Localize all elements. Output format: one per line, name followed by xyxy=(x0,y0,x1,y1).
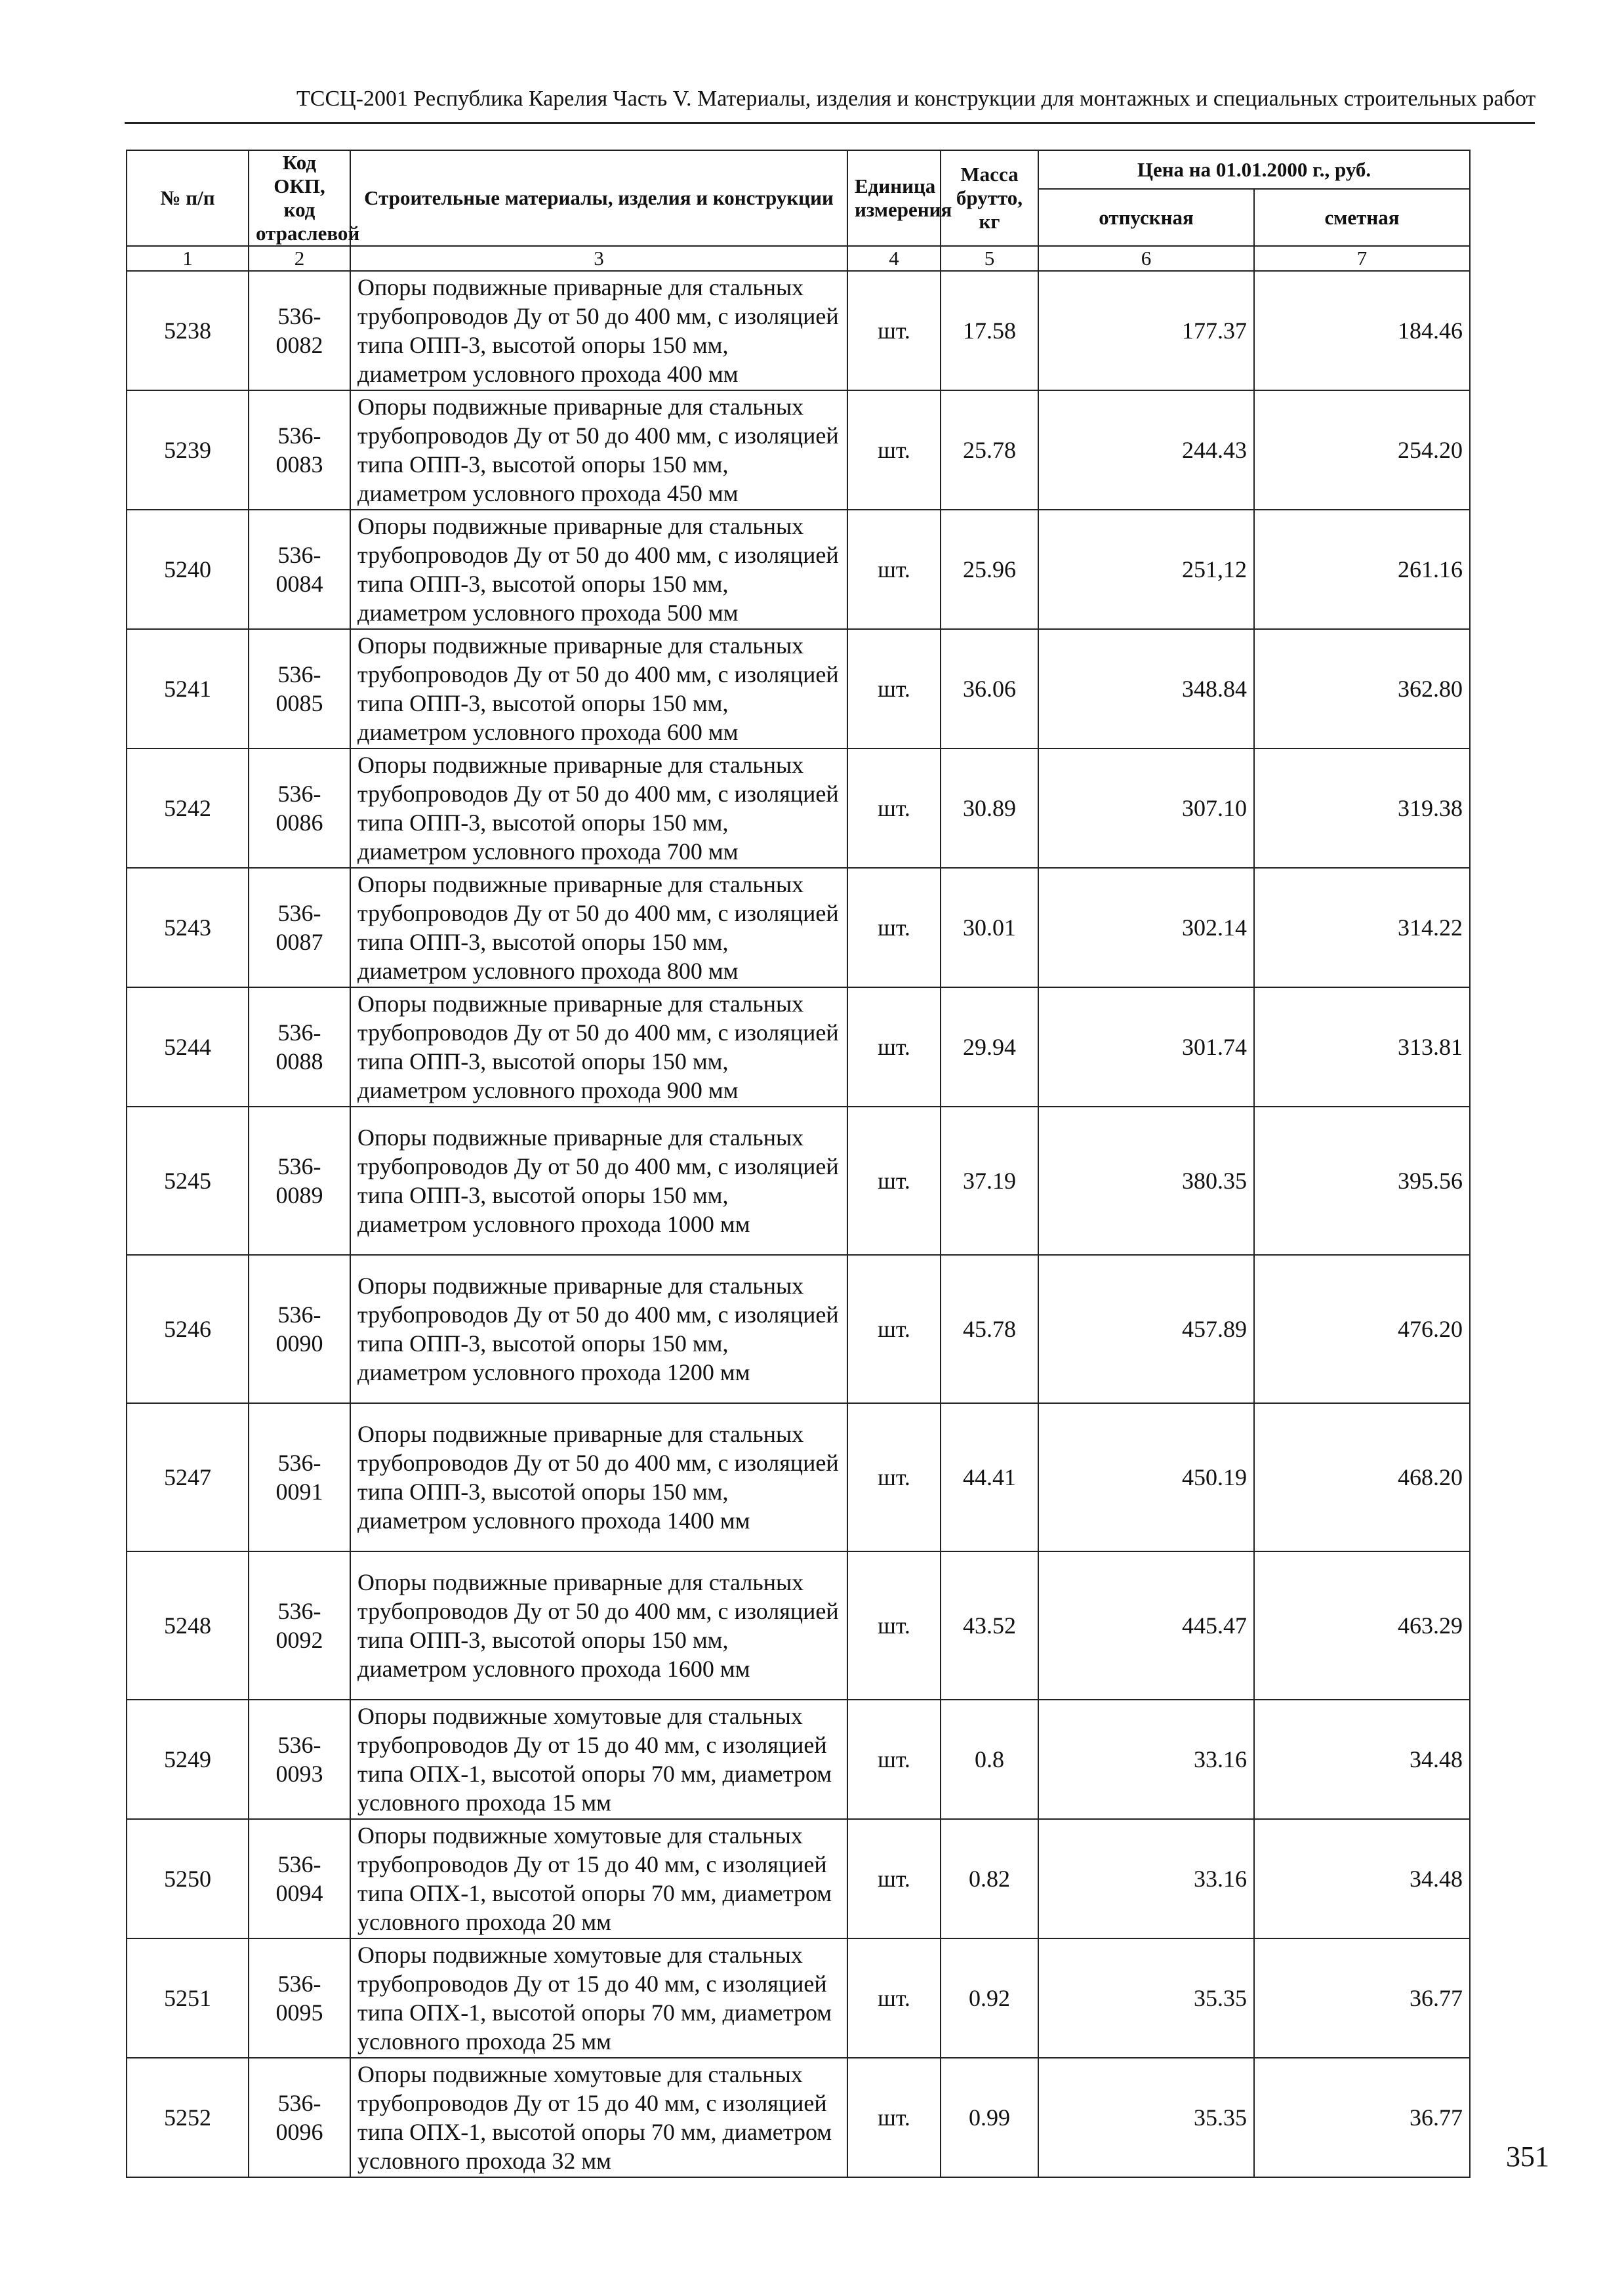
table-body xyxy=(127,271,1470,2177)
row-code: 536-0093 xyxy=(249,1700,350,1819)
row-number: 5241 xyxy=(127,629,249,748)
row-unit: шт. xyxy=(847,748,941,868)
row-unit: шт. xyxy=(847,629,941,748)
row-mass: 0.92 xyxy=(941,1938,1038,2058)
row-price-estimate: 36.77 xyxy=(1254,2058,1470,2177)
row-price-estimate: 184.46 xyxy=(1254,271,1470,390)
row-code: 536-0088 xyxy=(249,987,350,1107)
row-price-release: 348.84 xyxy=(1038,629,1254,748)
table-row xyxy=(127,868,1470,987)
table-row xyxy=(127,271,1470,390)
column-number: 7 xyxy=(1254,246,1470,271)
row-price-estimate: 468.20 xyxy=(1254,1403,1470,1551)
row-material: Опоры подвижные хомутовые для стальных трубопроводов Ду от 15 до 40 мм, с изоляцией типа ОПХ-1, высотой опоры 70 мм, диаметром условного прохода 20 мм xyxy=(350,1819,847,1938)
row-unit: шт. xyxy=(847,2058,941,2177)
row-number: 5245 xyxy=(127,1107,249,1255)
row-material: Опоры подвижные хомутовые для стальных трубопроводов Ду от 15 до 40 мм, с изоляцией типа ОПХ-1, высотой опоры 70 мм, диаметром условного прохода 15 мм xyxy=(350,1700,847,1819)
row-price-release: 35.35 xyxy=(1038,1938,1254,2058)
row-code: 536-0083 xyxy=(249,390,350,510)
row-code: 536-0094 xyxy=(249,1819,350,1938)
row-material: Опоры подвижные хомутовые для стальных трубопроводов Ду от 15 до 40 мм, с изоляцией типа ОПХ-1, высотой опоры 70 мм, диаметром условного прохода 25 мм xyxy=(350,1938,847,2058)
header-price-release: отпускная xyxy=(1038,189,1254,246)
row-unit: шт. xyxy=(847,271,941,390)
table-row xyxy=(127,1938,1470,2058)
column-number: 2 xyxy=(249,246,350,271)
row-mass: 25.78 xyxy=(941,390,1038,510)
header-material: Строительные материалы, изделия и конструкции xyxy=(350,150,847,246)
row-price-estimate: 362.80 xyxy=(1254,629,1470,748)
row-price-estimate: 254.20 xyxy=(1254,390,1470,510)
table-row xyxy=(127,1819,1470,1938)
row-material: Опоры подвижные приварные для стальных трубопроводов Ду от 50 до 400 мм, с изоляцией типа ОПП-3, высотой опоры 150 мм, диаметром условного прохода 900 мм xyxy=(350,987,847,1107)
table-row xyxy=(127,1551,1470,1700)
row-price-estimate: 261.16 xyxy=(1254,510,1470,629)
row-code: 536-0096 xyxy=(249,2058,350,2177)
row-price-release: 302.14 xyxy=(1038,868,1254,987)
row-price-estimate: 476.20 xyxy=(1254,1255,1470,1403)
row-price-estimate: 34.48 xyxy=(1254,1700,1470,1819)
column-number: 3 xyxy=(350,246,847,271)
row-unit: шт. xyxy=(847,1551,941,1700)
row-material: Опоры подвижные приварные для стальных трубопроводов Ду от 50 до 400 мм, с изоляцией типа ОПП-3, высотой опоры 150 мм, диаметром условного прохода 700 мм xyxy=(350,748,847,868)
row-mass: 30.01 xyxy=(941,868,1038,987)
row-unit: шт. xyxy=(847,1403,941,1551)
row-price-estimate: 313.81 xyxy=(1254,987,1470,1107)
row-mass: 17.58 xyxy=(941,271,1038,390)
row-price-release: 251,12 xyxy=(1038,510,1254,629)
row-number: 5243 xyxy=(127,868,249,987)
table-row xyxy=(127,510,1470,629)
header-divider xyxy=(125,122,1535,124)
row-material: Опоры подвижные приварные для стальных трубопроводов Ду от 50 до 400 мм, с изоляцией типа ОПП-3, высотой опоры 150 мм, диаметром условного прохода 800 мм xyxy=(350,868,847,987)
row-number: 5250 xyxy=(127,1819,249,1938)
row-price-release: 33.16 xyxy=(1038,1819,1254,1938)
row-unit: шт. xyxy=(847,868,941,987)
row-code: 536-0086 xyxy=(249,748,350,868)
row-unit: шт. xyxy=(847,1819,941,1938)
table-row xyxy=(127,1107,1470,1255)
row-mass: 0.99 xyxy=(941,2058,1038,2177)
row-material: Опоры подвижные приварные для стальных трубопроводов Ду от 50 до 400 мм, с изоляцией типа ОПП-3, высотой опоры 150 мм, диаметром условного прохода 500 мм xyxy=(350,510,847,629)
row-price-release: 457.89 xyxy=(1038,1255,1254,1403)
row-price-release: 301.74 xyxy=(1038,987,1254,1107)
row-mass: 36.06 xyxy=(941,629,1038,748)
row-material: Опоры подвижные приварные для стальных трубопроводов Ду от 50 до 400 мм, с изоляцией типа ОПП-3, высотой опоры 150 мм, диаметром условного прохода 1200 мм xyxy=(350,1255,847,1403)
table-row xyxy=(127,1700,1470,1819)
row-mass: 45.78 xyxy=(941,1255,1038,1403)
row-number: 5249 xyxy=(127,1700,249,1819)
row-code: 536-0095 xyxy=(249,1938,350,2058)
header-mass: Масса брутто, кг xyxy=(941,150,1038,246)
row-code: 536-0084 xyxy=(249,510,350,629)
row-material: Опоры подвижные хомутовые для стальных трубопроводов Ду от 15 до 40 мм, с изоляцией типа ОПХ-1, высотой опоры 70 мм, диаметром условного прохода 32 мм xyxy=(350,2058,847,2177)
header-unit: Единица измерения xyxy=(847,150,941,246)
row-price-estimate: 34.48 xyxy=(1254,1819,1470,1938)
row-mass: 37.19 xyxy=(941,1107,1038,1255)
row-price-release: 307.10 xyxy=(1038,748,1254,868)
row-mass: 25.96 xyxy=(941,510,1038,629)
table-row xyxy=(127,1403,1470,1551)
row-number: 5247 xyxy=(127,1403,249,1551)
row-number: 5240 xyxy=(127,510,249,629)
row-number: 5248 xyxy=(127,1551,249,1700)
row-number: 5246 xyxy=(127,1255,249,1403)
table-row xyxy=(127,390,1470,510)
row-mass: 44.41 xyxy=(941,1403,1038,1551)
column-number: 5 xyxy=(941,246,1038,271)
row-material: Опоры подвижные приварные для стальных трубопроводов Ду от 50 до 400 мм, с изоляцией типа ОПП-3, высотой опоры 150 мм, диаметром условного прохода 600 мм xyxy=(350,629,847,748)
row-code: 536-0089 xyxy=(249,1107,350,1255)
price-table xyxy=(126,150,1471,2178)
row-mass: 0.82 xyxy=(941,1819,1038,1938)
page-header-title: ТССЦ-2001 Республика Карелия Часть V. Материалы, изделия и конструкции для монтажных и специальных строительных работ xyxy=(296,87,1536,111)
header-num: № п/п xyxy=(127,150,249,246)
row-code: 536-0091 xyxy=(249,1403,350,1551)
row-unit: шт. xyxy=(847,1700,941,1819)
row-unit: шт. xyxy=(847,390,941,510)
row-code: 536-0085 xyxy=(249,629,350,748)
row-mass: 0.8 xyxy=(941,1700,1038,1819)
row-price-release: 244.43 xyxy=(1038,390,1254,510)
row-code: 536-0082 xyxy=(249,271,350,390)
header-price-estimate: сметная xyxy=(1254,189,1470,246)
row-material: Опоры подвижные приварные для стальных трубопроводов Ду от 50 до 400 мм, с изоляцией типа ОПП-3, высотой опоры 150 мм, диаметром условного прохода 400 мм xyxy=(350,271,847,390)
row-price-estimate: 463.29 xyxy=(1254,1551,1470,1700)
header-price-group: Цена на 01.01.2000 г., руб. xyxy=(1038,150,1470,189)
row-material: Опоры подвижные приварные для стальных трубопроводов Ду от 50 до 400 мм, с изоляцией типа ОПП-3, высотой опоры 150 мм, диаметром условного прохода 1600 мм xyxy=(350,1551,847,1700)
row-code: 536-0087 xyxy=(249,868,350,987)
row-mass: 30.89 xyxy=(941,748,1038,868)
table-row xyxy=(127,629,1470,748)
row-unit: шт. xyxy=(847,1255,941,1403)
row-code: 536-0090 xyxy=(249,1255,350,1403)
row-number: 5251 xyxy=(127,1938,249,2058)
table-row xyxy=(127,748,1470,868)
row-price-release: 177.37 xyxy=(1038,271,1254,390)
row-unit: шт. xyxy=(847,1107,941,1255)
table-row xyxy=(127,2058,1470,2177)
row-price-estimate: 314.22 xyxy=(1254,868,1470,987)
row-material: Опоры подвижные приварные для стальных трубопроводов Ду от 50 до 400 мм, с изоляцией типа ОПП-3, высотой опоры 150 мм, диаметром условного прохода 1400 мм xyxy=(350,1403,847,1551)
row-number: 5239 xyxy=(127,390,249,510)
row-price-release: 445.47 xyxy=(1038,1551,1254,1700)
row-unit: шт. xyxy=(847,1938,941,2058)
column-number-row xyxy=(127,246,1470,271)
page-number: 351 xyxy=(1506,2140,1549,2173)
column-number: 4 xyxy=(847,246,941,271)
row-price-release: 380.35 xyxy=(1038,1107,1254,1255)
row-unit: шт. xyxy=(847,510,941,629)
row-price-estimate: 36.77 xyxy=(1254,1938,1470,2058)
row-price-estimate: 395.56 xyxy=(1254,1107,1470,1255)
row-number: 5238 xyxy=(127,271,249,390)
row-number: 5244 xyxy=(127,987,249,1107)
table-header xyxy=(127,150,1470,271)
table-row xyxy=(127,987,1470,1107)
row-material: Опоры подвижные приварные для стальных трубопроводов Ду от 50 до 400 мм, с изоляцией типа ОПП-3, высотой опоры 150 мм, диаметром условного прохода 450 мм xyxy=(350,390,847,510)
row-unit: шт. xyxy=(847,987,941,1107)
row-number: 5252 xyxy=(127,2058,249,2177)
row-material: Опоры подвижные приварные для стальных трубопроводов Ду от 50 до 400 мм, с изоляцией типа ОПП-3, высотой опоры 150 мм, диаметром условного прохода 1000 мм xyxy=(350,1107,847,1255)
row-code: 536-0092 xyxy=(249,1551,350,1700)
column-number: 1 xyxy=(127,246,249,271)
row-price-release: 450.19 xyxy=(1038,1403,1254,1551)
column-number: 6 xyxy=(1038,246,1254,271)
row-price-estimate: 319.38 xyxy=(1254,748,1470,868)
row-number: 5242 xyxy=(127,748,249,868)
row-mass: 29.94 xyxy=(941,987,1038,1107)
row-mass: 43.52 xyxy=(941,1551,1038,1700)
table-row xyxy=(127,1255,1470,1403)
row-price-release: 35.35 xyxy=(1038,2058,1254,2177)
row-price-release: 33.16 xyxy=(1038,1700,1254,1819)
header-code: Код ОКП, код отраслевой xyxy=(249,150,350,246)
